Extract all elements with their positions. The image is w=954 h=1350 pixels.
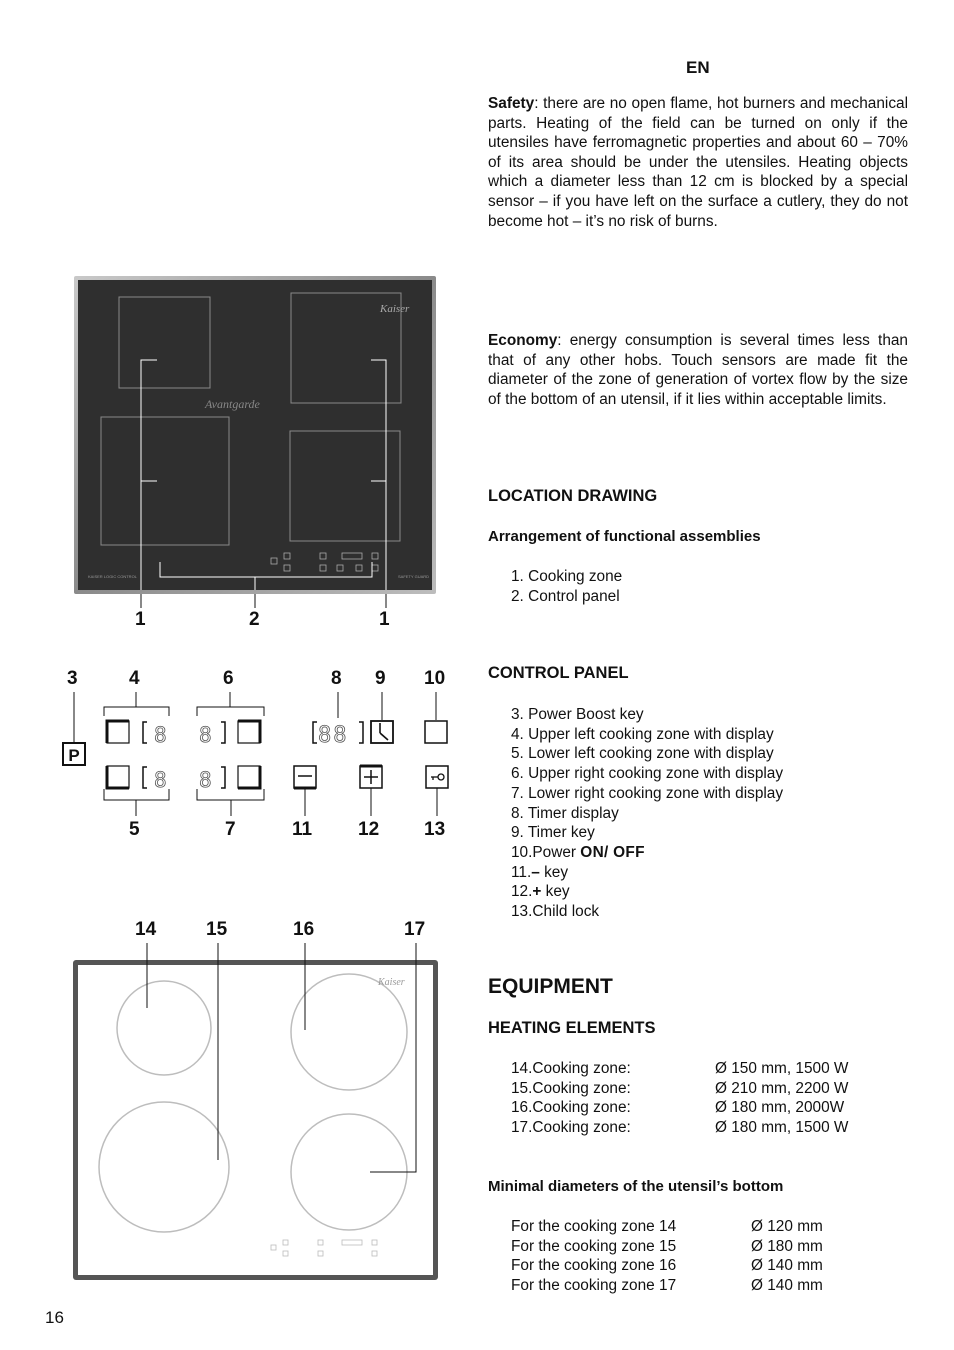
zone-spec: Ø 180 mm, 2000W (715, 1099, 845, 1117)
table-row (511, 1118, 848, 1138)
panel-caption-left: KAISER LOGIC CONTROL (88, 574, 137, 579)
callout-10: 10 (424, 668, 446, 689)
minus-symbol: – (531, 863, 540, 881)
min-label: For the cooking zone 17 (511, 1277, 677, 1295)
power-off-word: OFF (613, 843, 645, 861)
power-separator: / (603, 843, 614, 861)
power-prefix: 10.Power (511, 843, 581, 861)
plus-suffix: key (541, 883, 570, 901)
key-icon (431, 774, 444, 780)
upper-left-zone-display: 8 (154, 723, 167, 747)
hob-glass (78, 280, 432, 590)
table-row (511, 1098, 848, 1118)
min-value: Ø 140 mm (751, 1257, 823, 1275)
language-label: EN (686, 58, 710, 77)
minimal-diameters-table (511, 1217, 823, 1296)
control-panel-figure (63, 668, 448, 840)
plus-prefix: 12. (511, 883, 533, 901)
safety-paragraph (488, 94, 908, 231)
zone-label: 15.Cooking zone: (511, 1079, 631, 1097)
table-row (511, 1237, 823, 1257)
callout-4: 4 (129, 668, 140, 689)
minus-suffix: key (539, 863, 569, 881)
zone-spec: Ø 150 mm, 1500 W (715, 1060, 849, 1077)
min-label: For the cooking zone 14 (511, 1218, 677, 1235)
callout-14: 14 (135, 919, 157, 940)
lower-right-zone-display: 8 (199, 768, 212, 792)
assemblies-subheading: Arrangement of functional assemblies (488, 528, 761, 545)
callout-5: 5 (129, 819, 140, 840)
callout-6: 6 (223, 668, 234, 689)
zone-label: 14.Cooking zone: (511, 1060, 631, 1077)
minus-prefix: 11. (511, 863, 532, 881)
callout-1-right: 1 (379, 609, 390, 630)
brand-logo-white: Kaiser (378, 977, 405, 988)
table-row (511, 1217, 823, 1237)
list-item: 4. Upper left cooking zone with display (511, 725, 774, 743)
min-value: Ø 140 mm (751, 1277, 823, 1295)
callout-1-left: 1 (135, 609, 146, 630)
control-panel-list (511, 705, 783, 922)
safety-label: Safety (488, 95, 535, 112)
table-row (511, 1276, 823, 1296)
zone-label: 17.Cooking zone: (511, 1119, 631, 1137)
zone-keys-lower (107, 766, 260, 788)
list-item-plus (511, 882, 783, 902)
min-value: Ø 120 mm (751, 1218, 823, 1235)
callout-2: 2 (249, 609, 260, 630)
heating-elements-table (511, 1059, 848, 1138)
callout-12: 12 (358, 819, 380, 840)
equipment-heading: EQUIPMENT (488, 975, 613, 998)
list-item-minus (511, 863, 783, 883)
power-boost-label: P (68, 746, 80, 765)
list-item: 7. Lower right cooking zone with display (511, 784, 784, 802)
zone-spec: Ø 210 mm, 2200 W (715, 1079, 849, 1097)
panel-caption-right: SAFETY GUARD (398, 574, 430, 579)
table-row (511, 1079, 848, 1099)
list-item: 8. Timer display (511, 804, 619, 822)
economy-paragraph (488, 331, 908, 409)
black-hob-figure (74, 276, 436, 630)
page-number: 16 (45, 1308, 64, 1327)
figures-canvas (0, 0, 470, 1350)
timer-display: 88 (318, 723, 349, 748)
list-item: 1. Cooking zone (511, 568, 623, 585)
zone-keys-upper (107, 721, 260, 743)
list-item-power (511, 843, 783, 863)
callout-13: 13 (424, 819, 446, 840)
table-row (511, 1256, 823, 1276)
control-panel-heading: CONTROL PANEL (488, 664, 629, 682)
economy-text: : energy consumption is several times less than that of any other hobs. Touch sensors are made fit the diameter of the zone of generation of vortex flow by the size of the bottom of an utensil, if it lies within acceptable limits. (488, 332, 908, 408)
economy-label: Economy (488, 332, 558, 349)
heating-elements-heading: HEATING ELEMENTS (488, 1019, 656, 1037)
white-hob-glass (78, 965, 433, 1275)
location-drawing-heading: LOCATION DRAWING (488, 487, 658, 505)
zone-spec: Ø 180 mm, 1500 W (715, 1119, 849, 1137)
callout-11: 11 (292, 819, 313, 840)
model-script-logo: Avantgarde (205, 397, 260, 411)
timer-key (371, 721, 393, 743)
minimal-diameters-heading: Minimal diameters of the utensil’s bottom (488, 1178, 784, 1195)
lower-right-zone-key (238, 766, 260, 788)
panel-leader-lines (74, 692, 437, 816)
upper-right-zone-display: 8 (199, 723, 212, 747)
list-item: 13.Child lock (511, 903, 600, 921)
upper-left-zone-key (107, 721, 129, 743)
callout-17: 17 (404, 919, 426, 940)
callout-3: 3 (67, 668, 78, 689)
zone-label: 16.Cooking zone: (511, 1099, 631, 1117)
callout-15: 15 (206, 919, 228, 940)
min-value: Ø 180 mm (751, 1237, 823, 1255)
power-key (425, 721, 447, 743)
leader-lines-outside (141, 594, 386, 608)
list-item: 3. Power Boost key (511, 706, 644, 723)
minus-key (294, 766, 316, 788)
list-item: 2. Control panel (511, 587, 620, 605)
callout-9: 9 (375, 668, 386, 689)
lower-left-zone-display: 8 (154, 768, 167, 792)
white-hob-figure (73, 919, 438, 1280)
safety-text: : there are no open flame, hot burners and mechanical parts. Heating of the field can be turned on only if the utensiles have ferromagnetic properties and about 60 – 70% of its area should be under the utensiles. Heating objects which a diameter less than 12 cm is blocked by a special sensor – if you have left on the surface a cutlery, they do not become hot – it’s no risk of burns. (488, 95, 908, 230)
power-on-word: ON (580, 843, 604, 861)
clock-icon (380, 723, 388, 740)
list-item: 9. Timer key (511, 824, 595, 842)
lower-left-zone-key (107, 766, 129, 788)
min-label: For the cooking zone 16 (511, 1257, 677, 1275)
upper-right-zone-key (238, 721, 260, 743)
list-item: 6. Upper right cooking zone with display (511, 765, 784, 783)
callout-16: 16 (293, 919, 315, 940)
callout-8: 8 (331, 668, 342, 689)
plus-symbol: + (532, 883, 542, 901)
min-label: For the cooking zone 15 (511, 1237, 677, 1255)
assemblies-list (511, 567, 622, 606)
callout-7: 7 (225, 819, 236, 840)
plus-icon (364, 770, 378, 784)
brand-logo: Kaiser (380, 303, 410, 315)
table-row (511, 1059, 848, 1079)
list-item: 5. Lower left cooking zone with display (511, 745, 774, 763)
